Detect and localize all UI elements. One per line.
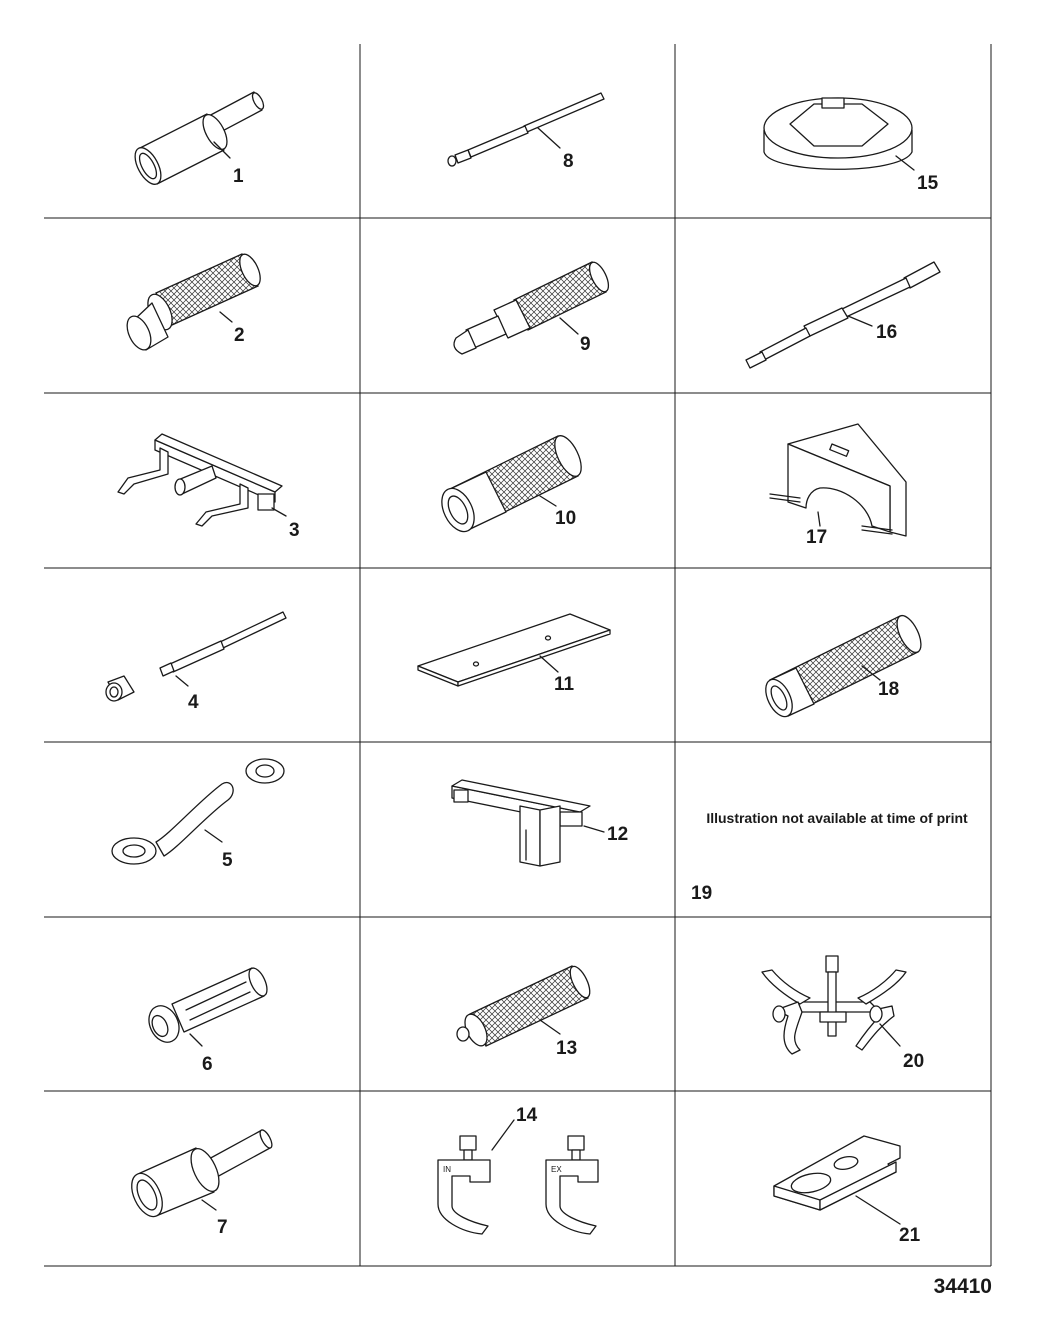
tool-2-cell <box>122 251 264 353</box>
valve-spring-clamp-icon <box>438 1136 598 1234</box>
tool-19-cell <box>691 810 968 904</box>
knurled-driver-icon <box>130 91 266 188</box>
tool-4-cell <box>106 612 286 713</box>
tool-14-cell <box>438 1105 598 1234</box>
tool-19-number: 19 <box>691 883 713 904</box>
tool-6-cell <box>143 965 270 1075</box>
tool-13-number: 13 <box>556 1038 578 1059</box>
tool-1-cell <box>130 91 266 188</box>
tool-11-number: 11 <box>554 674 575 695</box>
tool-4-number: 4 <box>188 692 199 713</box>
tool-11-cell <box>418 614 610 695</box>
puller-bar-icon <box>118 434 282 526</box>
tool-17-number: 17 <box>806 527 828 548</box>
three-jaw-puller-icon <box>762 956 906 1054</box>
tool-15-number: 15 <box>917 173 939 194</box>
tool-6-number: 6 <box>202 1054 213 1075</box>
tool-12-number: 12 <box>607 824 629 845</box>
tool-12-cell <box>452 780 628 866</box>
tool-15-cell <box>764 98 939 194</box>
tool-1-number: 1 <box>233 166 244 187</box>
tool-3-cell <box>118 434 300 541</box>
clamp-in-tag: IN <box>443 1165 451 1174</box>
tool-16-number: 16 <box>876 322 898 343</box>
tool-10-cell <box>435 432 586 537</box>
unavailable-note: Illustration not available at time of print <box>706 810 968 826</box>
threaded-rod-icon <box>448 93 604 166</box>
tool-18-number: 18 <box>878 679 900 700</box>
long-adapter-rod-icon <box>746 262 940 368</box>
tool-8-cell <box>448 93 604 172</box>
tool-21-number: 21 <box>899 1225 921 1246</box>
tool-20-cell <box>762 956 924 1072</box>
clamp-ex-tag: EX <box>551 1165 562 1174</box>
socket-cup-icon <box>764 98 912 169</box>
tool-13-cell <box>457 964 594 1059</box>
tool-17-cell <box>770 424 906 548</box>
tool-10-number: 10 <box>555 508 577 529</box>
tool-5-cell <box>112 759 284 871</box>
knurled-driver-icon <box>125 1128 274 1221</box>
tool-9-cell <box>454 260 612 355</box>
tool-20-number: 20 <box>903 1051 925 1072</box>
tool-2-number: 2 <box>234 325 245 346</box>
threaded-rod-icon <box>106 612 286 701</box>
tool-8-number: 8 <box>563 151 574 172</box>
knurled-sleeve-icon <box>760 612 926 721</box>
knurled-pilot-icon <box>457 964 594 1050</box>
offset-wrench-icon <box>112 759 284 864</box>
tool-7-number: 7 <box>217 1217 228 1238</box>
tool-21-cell <box>774 1136 921 1246</box>
tool-16-cell <box>746 262 940 368</box>
tool-18-cell <box>760 612 926 721</box>
holding-plate-icon <box>774 1136 900 1210</box>
t-bar-holder-icon <box>452 780 590 866</box>
figure-number: 34410 <box>933 1275 992 1298</box>
tool-5-number: 5 <box>222 850 233 871</box>
tool-7-cell <box>125 1128 274 1238</box>
alignment-fixture-icon <box>770 424 906 536</box>
tool-14-number: 14 <box>516 1105 538 1126</box>
slotted-sleeve-icon <box>143 965 270 1047</box>
tool-9-number: 9 <box>580 334 591 355</box>
tool-3-number: 3 <box>289 520 300 541</box>
flat-plate-icon <box>418 614 610 686</box>
